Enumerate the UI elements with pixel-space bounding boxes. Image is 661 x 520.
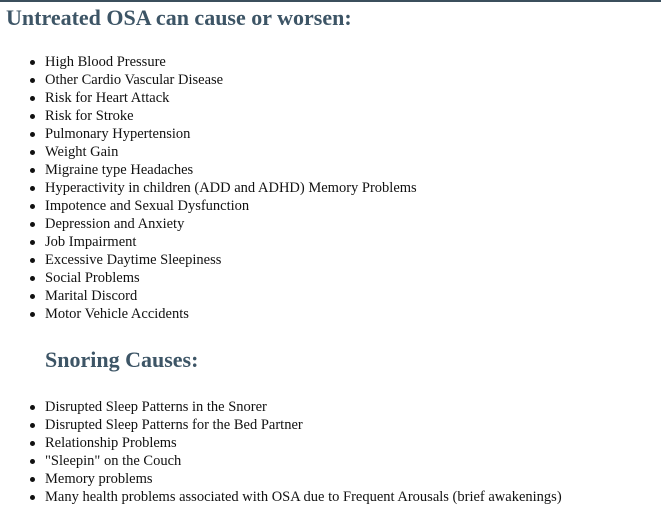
list-item <box>0 53 417 71</box>
list-item-text: Migraine type Headaches <box>45 162 194 178</box>
bullet-icon <box>30 276 35 281</box>
list-item-text: Depression and Anxiety <box>45 216 185 232</box>
bullet-icon <box>30 477 35 482</box>
snoring-causes-list <box>0 398 562 506</box>
list-item-text: Disrupted Sleep Patterns for the Bed Partner <box>45 417 303 433</box>
list-item-text: Risk for Stroke <box>45 108 134 124</box>
bullet-icon <box>30 312 35 317</box>
bullet-icon <box>30 60 35 65</box>
bullet-icon <box>30 132 35 137</box>
list-item <box>0 197 417 215</box>
bullet-icon <box>30 78 35 83</box>
bullet-icon <box>30 459 35 464</box>
list-item <box>0 287 417 305</box>
list-item <box>0 161 417 179</box>
list-item-text: Excessive Daytime Sleepiness <box>45 252 222 268</box>
list-item-text: Relationship Problems <box>45 435 177 451</box>
list-item-text: Job Impairment <box>45 234 137 250</box>
bullet-icon <box>30 495 35 500</box>
bullet-icon <box>30 96 35 101</box>
bullet-icon <box>30 204 35 209</box>
list-item <box>0 89 417 107</box>
top-divider <box>0 0 661 2</box>
list-item <box>0 251 417 269</box>
list-item <box>0 107 417 125</box>
bullet-icon <box>30 114 35 119</box>
list-item-text: Marital Discord <box>45 288 138 304</box>
bullet-icon <box>30 294 35 299</box>
list-item-text: "Sleepin" on the Couch <box>45 453 182 469</box>
list-item <box>0 434 562 452</box>
list-item <box>0 215 417 233</box>
list-item <box>0 452 562 470</box>
list-item <box>0 470 562 488</box>
list-item <box>0 179 417 197</box>
osa-effects-list <box>0 53 417 323</box>
list-item-text: Weight Gain <box>45 144 119 160</box>
bullet-icon <box>30 423 35 428</box>
list-item-text: Disrupted Sleep Patterns in the Snorer <box>45 399 267 415</box>
list-item <box>0 416 562 434</box>
bullet-icon <box>30 405 35 410</box>
list-item-text: Impotence and Sexual Dysfunction <box>45 198 250 214</box>
snoring-section-heading: Snoring Causes: <box>45 347 199 372</box>
list-item-text: Other Cardio Vascular Disease <box>45 72 224 88</box>
bullet-icon <box>30 258 35 263</box>
bullet-icon <box>30 240 35 245</box>
list-item <box>0 269 417 287</box>
list-item-text: Motor Vehicle Accidents <box>45 306 189 322</box>
list-item-text: Pulmonary Hypertension <box>45 126 191 142</box>
list-item-text: Risk for Heart Attack <box>45 90 170 106</box>
list-item <box>0 125 417 143</box>
list-item-text: Memory problems <box>45 471 153 487</box>
bullet-icon <box>30 441 35 446</box>
bullet-icon <box>30 186 35 191</box>
bullet-icon <box>30 150 35 155</box>
list-item-text: High Blood Pressure <box>45 54 166 70</box>
list-item-text: Hyperactivity in children (ADD and ADHD) Memory Problems <box>45 180 417 196</box>
list-item <box>0 488 562 506</box>
list-item <box>0 71 417 89</box>
bullet-icon <box>30 168 35 173</box>
bullet-icon <box>30 222 35 227</box>
list-item <box>0 305 417 323</box>
list-item-text: Social Problems <box>45 270 140 286</box>
list-item <box>0 143 417 161</box>
list-item-text: Many health problems associated with OSA due to Frequent Arousals (brief awakenings) <box>45 489 562 505</box>
list-item <box>0 398 562 416</box>
osa-section-heading: Untreated OSA can cause or worsen: <box>6 5 352 30</box>
list-item <box>0 233 417 251</box>
